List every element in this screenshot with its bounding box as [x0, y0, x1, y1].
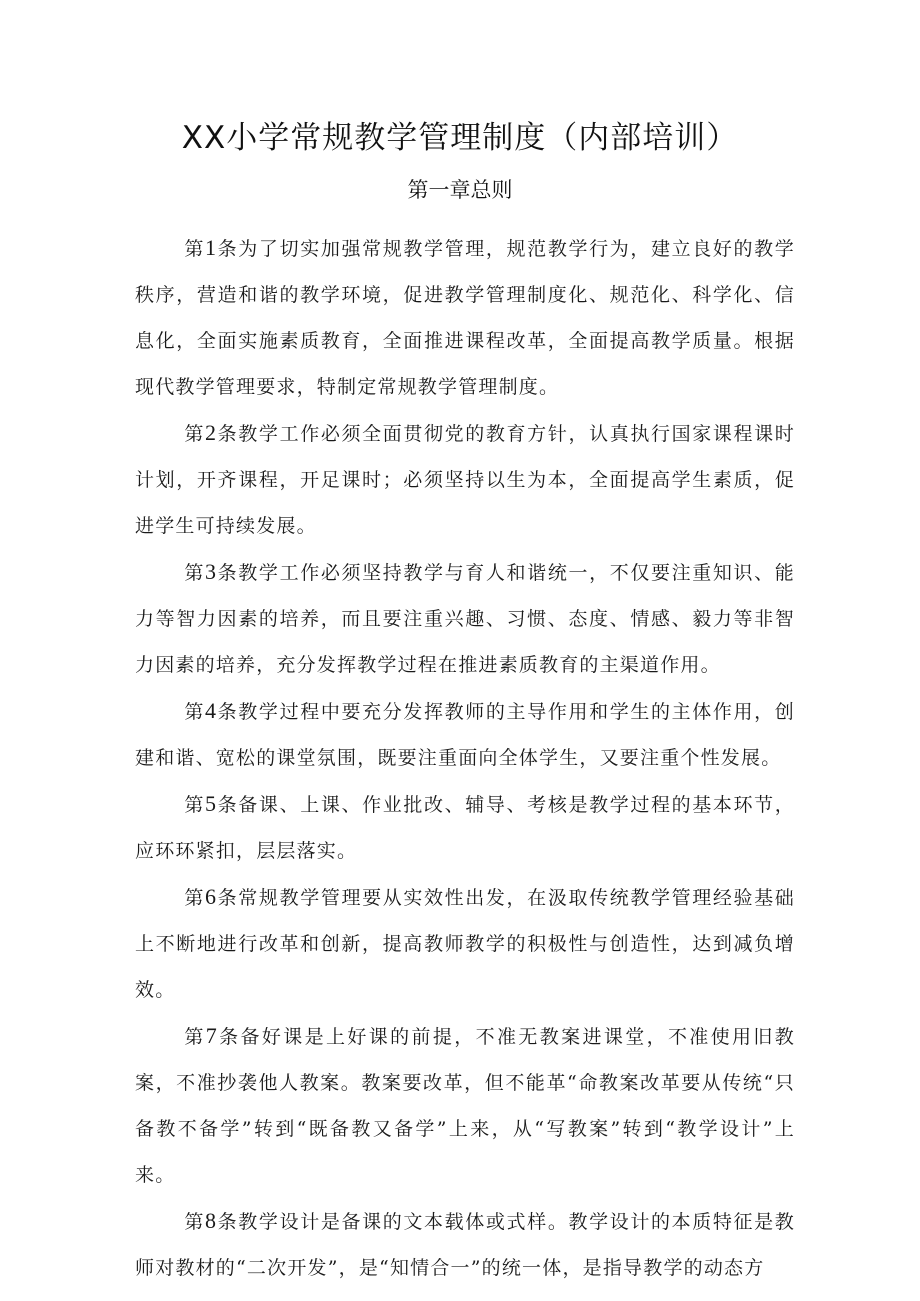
article-paragraph — [135, 410, 795, 549]
article-text: 条教学设计是备课的文本载体或式样。教学设计的本质特征是教师对教材的“二次开发”，是“知情合一”的统一体，是指导教学的动态方 — [135, 1211, 795, 1279]
article-number: 6 — [205, 884, 218, 909]
article-number: 8 — [205, 1208, 218, 1233]
article-number: 3 — [205, 559, 218, 584]
article-prefix: 第 — [184, 794, 206, 816]
article-text: 条教学工作必须坚持教学与育人和谐统一，不仅要注重知识、能力等智力因素的培养，而且要注重兴趣、习惯、态度、情感、毅力等非智力因素的培养，充分发挥教学过程在推进素质教育的主渠道作用。 — [135, 562, 795, 676]
article-text: 条备好课是上好课的前提，不准无教案进课堂，不准使用旧教案，不准抄袭他人教案。教案要改革，但不能革“命教案改革要从传统“只备教不备学”转到“既备教又备学”上来，从“写教案”转到“教学设计”上来。 — [135, 1026, 795, 1186]
article-paragraph — [135, 1013, 795, 1198]
article-prefix: 第 — [184, 562, 206, 584]
article-paragraph — [135, 225, 795, 410]
article-text: 条教学过程中要充分发挥教师的主导作用和学生的主体作用，创建和谐、宽松的课堂氛围，既要注重面向全体学生，又要注重个性发展。 — [135, 701, 795, 769]
article-number: 7 — [205, 1023, 218, 1048]
article-number: 1 — [205, 235, 218, 260]
article-paragraph — [135, 688, 795, 781]
document-title: XX小学常规教学管理制度（内部培训） — [181, 120, 739, 156]
article-prefix: 第 — [184, 238, 206, 260]
article-text: 条为了切实加强常规教学管理，规范教学行为，建立良好的教学秩序，营造和谐的教学环境，促进教学管理制度化、规范化、科学化、信息化，全面实施素质教育，全面推进课程改革，全面提高教学质量。根据现代教学管理要求，特制定常规教学管理制度。 — [135, 238, 795, 398]
article-number: 4 — [205, 698, 218, 723]
article-prefix: 第 — [184, 1026, 206, 1048]
article-prefix: 第 — [184, 423, 206, 445]
article-text: 条备课、上课、作业批改、辅导、考核是教学过程的基本环节，应环环紧扣，层层落实。 — [135, 794, 795, 862]
article-prefix: 第 — [184, 1211, 206, 1233]
article-paragraph — [135, 549, 795, 688]
article-text: 条教学工作必须全面贯彻党的教育方针，认真执行国家课程课时计划，开齐课程，开足课时；必须坚持以生为本，全面提高学生素质，促进学生可持续发展。 — [135, 423, 795, 537]
article-paragraph — [135, 1198, 795, 1291]
document-body — [135, 225, 795, 1291]
article-paragraph — [135, 781, 795, 874]
article-prefix: 第 — [184, 887, 206, 909]
article-number: 2 — [205, 420, 218, 445]
chapter-heading: 第一章总则 — [407, 178, 513, 202]
article-paragraph — [135, 874, 795, 1013]
article-prefix: 第 — [184, 701, 206, 723]
article-number: 5 — [205, 791, 218, 816]
article-text: 条常规教学管理要从实效性出发，在汲取传统教学管理经验基础上不断地进行改革和创新，提高教师教学的积极性与创造性，达到减负增效。 — [135, 887, 795, 1001]
